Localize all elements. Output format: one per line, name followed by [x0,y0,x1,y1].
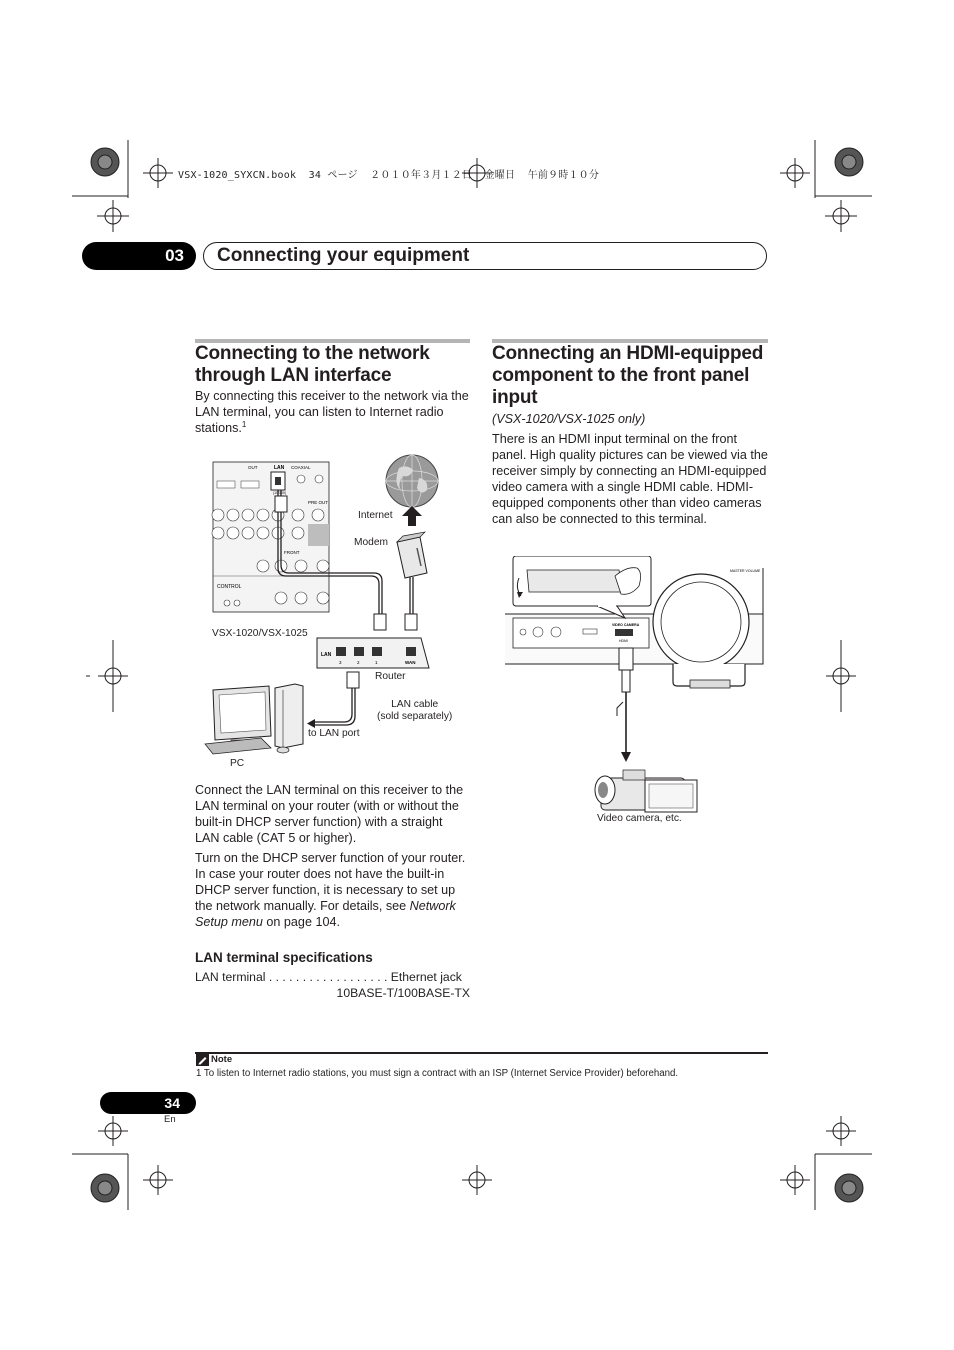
left-section-heading [195,343,475,387]
label-lan-cable-line1: LAN cable [391,699,439,710]
modem-icon [397,532,427,578]
label-pc: PC [230,758,245,769]
pc-icon [205,684,303,754]
note-text: 1 To listen to Internet radio stations, you must sign a contract with an ISP (Internet Service Provider) beforehand. [196,1068,679,1079]
right-body: There is an HDMI input terminal on the front panel. High quality pictures can be viewed via the receiver simply by connecting an HDMI-equipped video camera with a single HDMI cable. HDMI-equipped components other than video cameras can also be connected to this terminal. [492,432,768,526]
left-body [195,782,470,934]
lan-diagram [195,448,470,773]
router-port-1: 1 [375,660,378,665]
hdmi-cable-icon [617,648,633,762]
rear-lan-label: LAN [274,465,285,471]
spec-leader: . . . . . . . . . . . . . . . . . . [265,970,391,984]
network-setup-menu-link[interactable]: Network Setup menu [195,899,456,929]
globe-icon [386,455,438,507]
right-section-heading [492,343,772,409]
rear-pre-out-label: PRE OUT [308,500,329,505]
spec-title: LAN terminal specifications [195,950,373,965]
panel-video-camera-label: VIDEO CAMERA [612,623,640,627]
hdmi-diagram [505,556,767,818]
router-wan-label: WAN [405,660,416,665]
spec-value2: 10BASE-T/100BASE-TX [336,986,470,1000]
right-heading-line2: component to the front panel [492,365,750,386]
chapter-title: Connecting your equipment [217,245,470,266]
rear-coaxial-label: COAXIAL [291,465,311,470]
rear-front-label: FRONT [284,550,300,555]
label-model: VSX-1020/VSX-1025 [212,628,308,639]
left-para2 [195,850,470,930]
rear-control-label: CONTROL [217,584,242,590]
chapter-number-badge: 03 [82,242,196,270]
right-heading-line3: input [492,387,538,408]
label-lan-cable [377,699,452,723]
label-router: Router [375,671,406,682]
video-camera-icon [595,770,697,812]
page-number-badge: 34 [100,1092,196,1114]
right-heading-line1: Connecting an HDMI-equipped [492,343,764,364]
note-label: Note [211,1054,233,1065]
print-header: VSX-1020_SYXCN.book 34 ページ ２０１０年３月１２日 金曜日 午前９時１０分 [178,170,600,181]
rear-out-label: OUT [248,465,258,470]
note-icon [196,1054,209,1066]
footnote-ref: 1 [241,419,247,429]
spec-label: LAN terminal [195,970,266,984]
router-lan-label: LAN [321,652,332,658]
router-port-3: 3 [339,660,342,665]
note-rule [195,1052,768,1054]
spec-line [195,969,470,1001]
receiver-rear-panel [212,462,329,612]
label-video-camera: Video camera, etc. [597,813,682,824]
label-to-lan-port: to LAN port [308,728,360,739]
panel-hdmi-label: HDMI [619,639,628,643]
right-subtitle: (VSX-1020/VSX-1025 only) [492,412,646,426]
left-para1: Connect the LAN terminal on this receiver to the LAN terminal on your router (with or without the built-in DHCP server function) with a straight LAN cable (CAT 5 or higher). [195,783,464,845]
label-modem: Modem [354,537,388,548]
spec-value: Ethernet jack [390,970,462,984]
door-callout [513,556,651,618]
left-arrowhead-icon [307,719,315,728]
left-intro-text: By connecting this receiver to the network via the LAN terminal, you can listen to Internet radio stations. [195,389,469,435]
left-intro [195,388,470,436]
rear-lan-sub-label: (10/100) [273,491,287,495]
panel-master-volume-label: MASTER VOLUME [730,569,761,573]
left-heading-line1: Connecting to the network [195,343,430,364]
left-para2-b: on page 104. [262,915,340,929]
router-port-2: 2 [357,660,360,665]
up-arrow-icon [402,506,422,526]
label-lan-cable-line2: (sold separately) [377,711,453,722]
label-internet: Internet [358,510,393,521]
page-language: En [164,1114,176,1125]
left-para2-a: Turn on the DHCP server function of your router. In case your router does not have the built-in DHCP server function, it is necessary to set up the network manually. For details, see [195,851,466,913]
router-icon [317,638,429,668]
left-heading-line2: through LAN interface [195,365,392,386]
